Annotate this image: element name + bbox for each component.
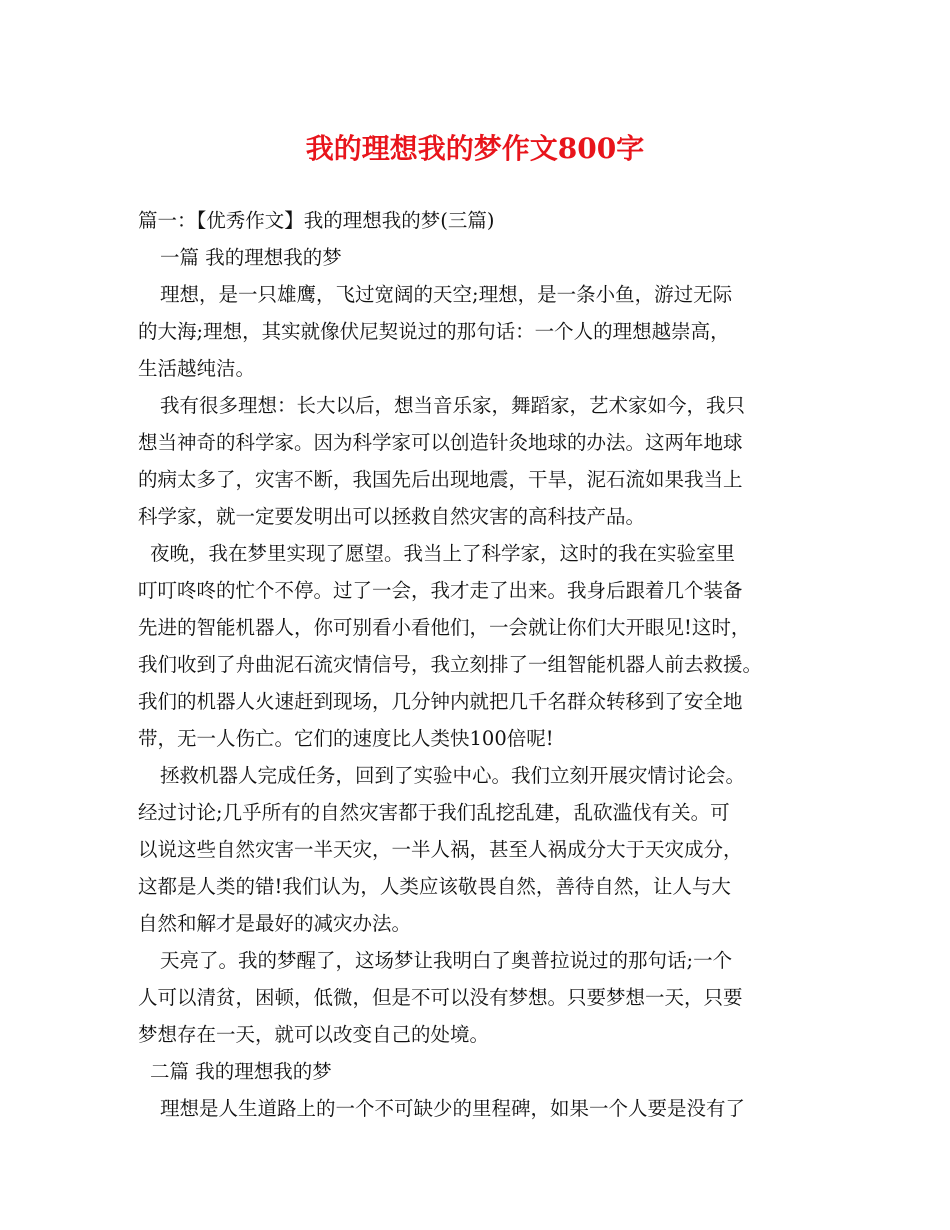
text-line: 生活越纯洁。 xyxy=(138,357,256,380)
text-line: 叮叮咚咚的忙个不停。过了一会，我才走了出来。我身后跟着几个装备 xyxy=(138,579,743,602)
text-line: 人可以清贫，困顿，低微，但是不可以没有梦想。只要梦想一天，只要 xyxy=(138,986,743,1009)
text-line: 我有很多理想：长大以后，想当音乐家，舞蹈家，艺术家如今，我只 xyxy=(160,394,746,417)
document-body xyxy=(138,202,822,1127)
text-line: 理想，是一只雄鹰，飞过宽阔的天空;理想，是一条小鱼，游过无际 xyxy=(160,283,733,306)
text-line: 先进的智能机器人，你可别看小看他们，一会就让你们大开眼见!这时， xyxy=(138,616,751,639)
text-line: 想当神奇的科学家。因为科学家可以创造针灸地球的办法。这两年地球 xyxy=(138,431,743,454)
text-line: 我们收到了舟曲泥石流灾情信号，我立刻排了一组智能机器人前去救援。 xyxy=(138,653,763,676)
text-line: 二篇 我的理想我的梦 xyxy=(150,1060,332,1083)
text-line: 的大海;理想，其实就像伏尼契说过的那句话：一个人的理想越崇高， xyxy=(138,320,730,343)
text-line: 这都是人类的错!我们认为，人类应该敬畏自然，善待自然，让人与大 xyxy=(138,875,731,898)
text-line: 经过讨论;几乎所有的自然灾害都于我们乱挖乱建，乱砍滥伐有关。可 xyxy=(138,801,730,824)
text-line: 我们的机器人火速赶到现场，几分钟内就把几千名群众转移到了安全地 xyxy=(138,690,743,713)
text-line: 夜晚，我在梦里实现了愿望。我当上了科学家，这时的我在实验室里 xyxy=(150,542,736,565)
text-line: 以说这些自然灾害一半天灾，一半人祸，甚至人祸成分大于天灾成分， xyxy=(138,838,743,861)
text-line: 理想是人生道路上的一个不可缺少的里程碑，如果一个人要是没有了 xyxy=(160,1097,746,1120)
text-line: 天亮了。我的梦醒了，这场梦让我明白了奥普拉说过的那句话;一个 xyxy=(160,949,733,972)
text-line: 拯救机器人完成任务，回到了实验中心。我们立刻开展灾情讨论会。 xyxy=(160,764,746,787)
text-line: 带，无一人伤亡。它们的速度比人类快100倍呢! xyxy=(138,727,554,750)
text-line: 梦想存在一天，就可以改变自己的处境。 xyxy=(138,1023,490,1046)
text-line: 自然和解才是最好的减灾办法。 xyxy=(138,912,412,935)
document-title: 我的理想我的梦作文800字 xyxy=(305,132,645,165)
text-line: 一篇 我的理想我的梦 xyxy=(160,246,342,269)
text-line: 的病太多了，灾害不断，我国先后出现地震，干旱，泥石流如果我当上 xyxy=(138,468,743,491)
text-line: 篇一：【优秀作文】我的理想我的梦(三篇) xyxy=(138,209,495,232)
text-line: 科学家，就一定要发明出可以拯救自然灾害的高科技产品。 xyxy=(138,505,646,528)
